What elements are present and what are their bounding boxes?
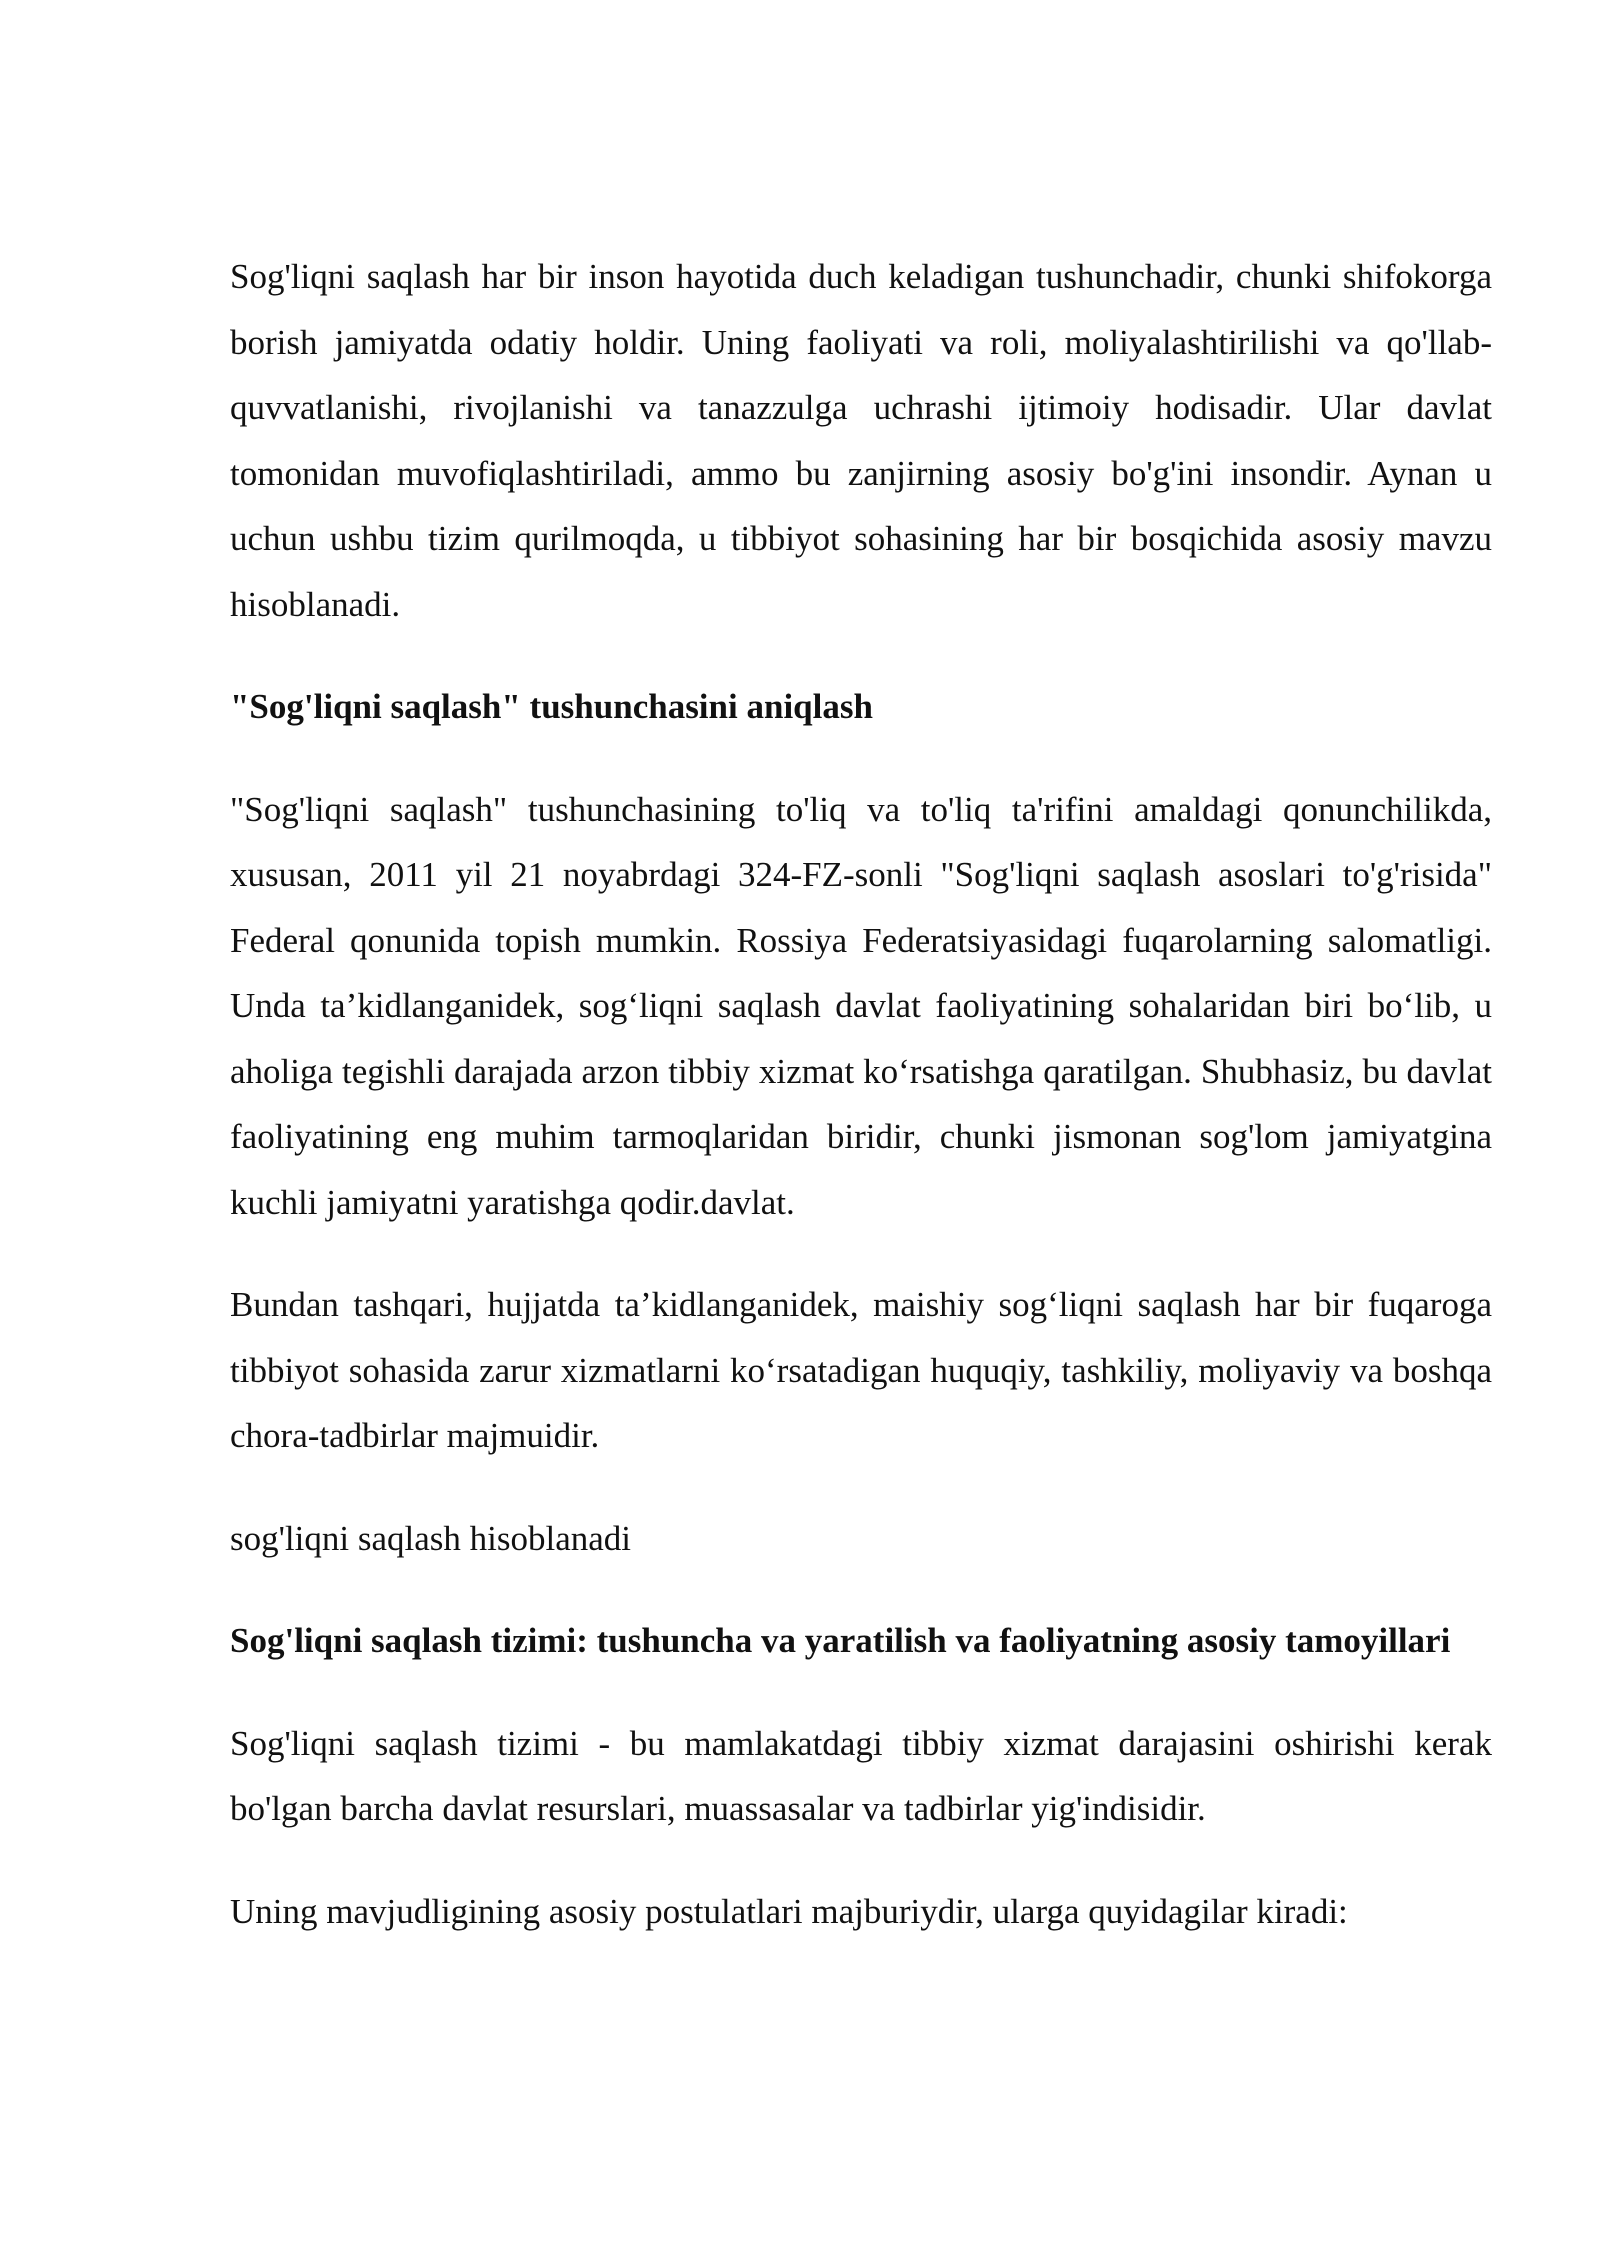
section-heading-system: Sog'liqni saqlash tizimi: tushuncha va yaratilish va faoliyatning asosiy tamoyillari — [230, 1621, 1451, 1660]
definition-paragraph: "Sog'liqni saqlash" tushunchasining to'liq va to'liq ta'rifini amaldagi qonunchilikda, xususan, 2011 yil 21 noyabrdagi 324-FZ-sonli "Sog'liqni saqlash asoslari to'g'risida" Federal qonunida topish mumkin. Rossiya Federatsiyasidagi fuqarolarning salomatligi. Unda ta’kidlanganidek, sog‘liqni saqlash davlat faoliyatining sohalaridan biri bo‘lib, u aholiga tegishli darajada arzon tibbiy xizmat ko‘rsatishga qaratilgan. Shubhasiz, bu davlat faoliyatining eng muhim tarmoqlaridan biridir, chunki jismonan sog'lom jamiyatgina kuchli jamiyatni yaratishga qodir.davlat. — [230, 789, 1492, 1222]
section-heading-definition: "Sog'liqni saqlash" tushunchasini aniqlash — [230, 687, 873, 726]
system-paragraph: Sog'liqni saqlash tizimi - bu mamlakatdagi tibbiy xizmat darajasini oshirishi kerak bo'lgan barcha davlat resurslari, muassasalar va tadbirlar yig'indisidir. — [230, 1723, 1492, 1828]
fragment-line: sog'liqni saqlash hisoblanadi — [230, 1518, 631, 1558]
postulates-paragraph: Uning mavjudligining asosiy postulatlari majburiydir, ularga quyidagilar kiradi: — [230, 1891, 1348, 1931]
additional-paragraph: Bundan tashqari, hujjatda ta’kidlanganidek, maishiy sog‘liqni saqlash har bir fuqaroga tibbiyot sohasida zarur xizmatlarni ko‘rsatadigan huquqiy, tashkiliy, moliyaviy va boshqa chora-tadbirlar majmuidir. — [230, 1285, 1492, 1455]
document-page — [230, 244, 1492, 1981]
intro-paragraph: Sog'liqni saqlash har bir inson hayotida duch keladigan tushunchadir, chunki shifokorga borish jamiyatda odatiy holdir. Uning faoliyati va roli, moliyalashtirilishi va qo'llab-quvvatlanishi, rivojlanishi va tanazzulga uchrashi ijtimoiy hodisadir. Ular davlat tomonidan muvofiqlashtiriladi, ammo bu zanjirning asosiy bo'g'ini insondir. Aynan u uchun ushbu tizim qurilmoqda, u tibbiyot sohasining har bir bosqichida asosiy mavzu hisoblanadi. — [230, 257, 1492, 624]
